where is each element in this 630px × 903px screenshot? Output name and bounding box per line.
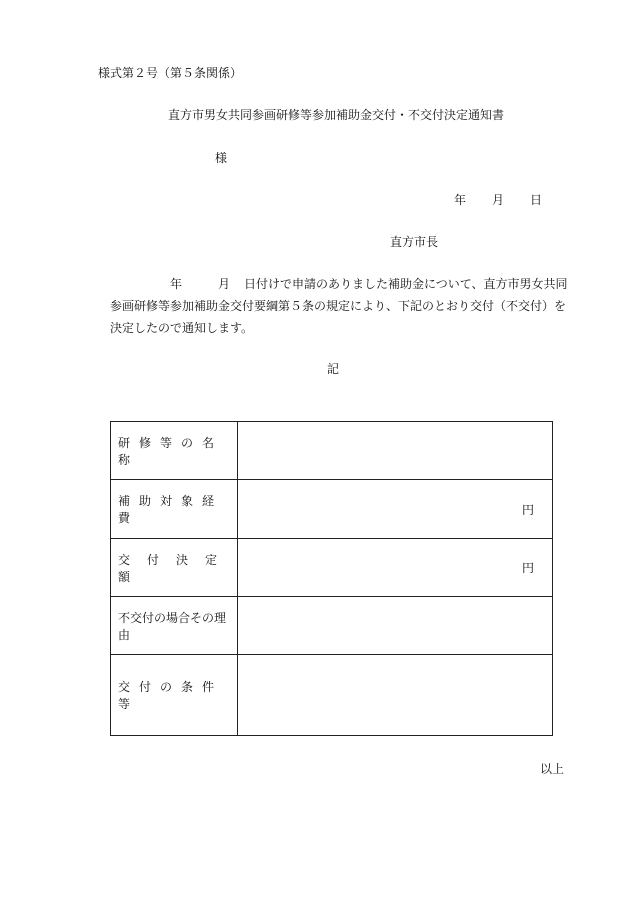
table-row-training-name [111,422,552,480]
table-row-non-grant-reason [111,597,552,655]
closing-remark: 以上 [539,762,564,776]
date-line [454,193,542,207]
document-title: 直方市男女共同参画研修等参加補助金交付・不交付決定通知書 [168,108,505,122]
table-label: 補助対象経費 [111,480,238,538]
addressee-suffix: 様 [215,151,228,165]
table-value[interactable] [238,655,552,735]
table-label: 不交付の場合その理由 [111,597,238,654]
body-month: 月 [218,277,231,291]
ki-heading: 記 [327,362,340,376]
date-month: 月 [491,193,504,207]
table-label: 研修等の名称 [111,422,238,479]
table-row-eligible-expenses [111,480,552,539]
form-number: 様式第２号（第５条関係） [98,66,243,80]
table-value[interactable] [238,597,552,654]
table-value[interactable] [238,422,552,479]
details-table [110,421,553,736]
body-year: 年 [170,277,183,291]
body-line-1-text: 日付けで申請のありました補助金について、直方市男女共同 [244,277,568,291]
date-day: 日 [529,193,542,207]
date-year: 年 [453,193,466,207]
table-label: 交付の条件等 [111,655,238,735]
body-line-3: 決定したので通知します。 [110,321,254,335]
table-value[interactable]: 円 [521,502,534,517]
issuer: 直方市長 [390,235,439,249]
table-row-grant-conditions [111,655,552,735]
table-label: 交付決定額 [111,539,238,596]
body-line-2: 参画研修等参加補助金交付要綱第５条の規定により、下記のとおり交付（不交付）を [110,299,567,313]
table-row-decided-amount [111,539,552,597]
table-value[interactable]: 円 [521,561,534,575]
body-line-1 [170,277,568,291]
